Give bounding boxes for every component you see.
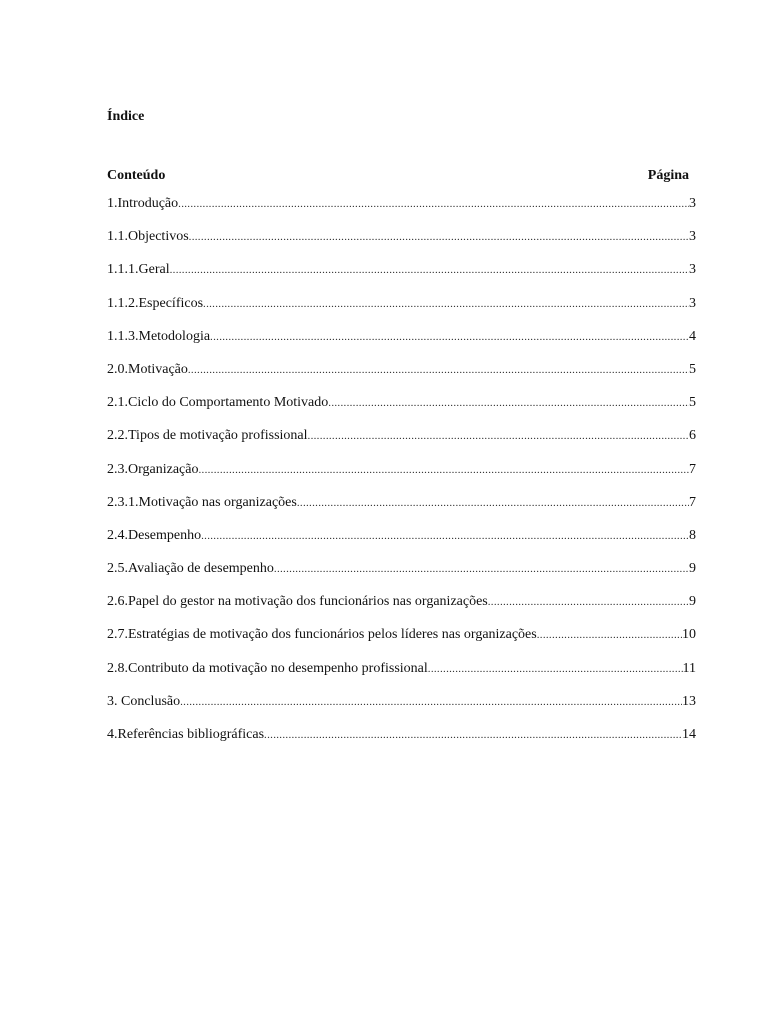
toc-entry-label: 1.Introdução — [107, 196, 179, 211]
dot-leader — [203, 293, 689, 315]
dot-leader — [210, 326, 689, 348]
toc-entry-label: 2.4.Desempenho — [107, 527, 202, 543]
toc-entry-page: 3 — [689, 295, 696, 311]
dot-leader — [198, 459, 689, 481]
toc-entry-page: 13 — [682, 693, 696, 709]
dot-leader — [189, 226, 689, 248]
dot-leader — [488, 591, 689, 613]
toc-entry — [107, 624, 696, 657]
toc-entry — [107, 558, 696, 591]
toc-entry-page: 7 — [689, 494, 696, 510]
dot-leader — [297, 492, 689, 514]
index-title: Índice — [107, 109, 145, 124]
toc-entry-page: 3 — [689, 196, 696, 211]
toc-entry-label: 1.1.3.Metodologia — [107, 328, 211, 344]
toc-entry-label: 2.2.Tipos de motivação profissional — [107, 428, 308, 444]
dot-leader — [264, 724, 682, 746]
dot-leader — [537, 624, 682, 646]
dot-leader — [428, 658, 683, 680]
toc-entry — [107, 525, 696, 558]
dot-leader — [170, 259, 689, 281]
toc-entry-label: 2.3.1.Motivação nas organizações — [107, 494, 297, 510]
dot-leader — [274, 558, 689, 580]
toc-entry-page: 5 — [689, 361, 696, 377]
dot-leader — [328, 392, 689, 414]
toc-entry — [107, 425, 696, 458]
toc-entry-label: 2.5.Avaliação de desempenho — [107, 561, 274, 577]
toc-entry-page: 9 — [689, 594, 696, 610]
toc-entry — [107, 193, 696, 226]
toc-entry-page: 4 — [689, 328, 696, 344]
toc-entry-label: 2.6.Papel do gestor na motivação dos funcionários nas organizações — [107, 594, 488, 610]
toc-entry-label: 2.3.Organização — [107, 461, 199, 477]
toc-entry — [107, 724, 696, 757]
toc-entry-page: 11 — [682, 660, 696, 676]
toc-entry — [107, 591, 696, 624]
table-of-contents — [107, 193, 696, 757]
toc-entry — [107, 492, 696, 525]
toc-entry-label: 2.1.Ciclo do Comportamento Motivado — [107, 395, 329, 411]
page-column-label: Página — [647, 168, 689, 183]
toc-entry-page: 5 — [689, 395, 696, 411]
toc-entry — [107, 259, 696, 292]
toc-entry — [107, 691, 696, 724]
toc-entry-page: 8 — [689, 527, 696, 543]
toc-entry-page: 9 — [689, 561, 696, 577]
toc-entry-page: 10 — [682, 627, 696, 643]
toc-entry-page: 14 — [682, 727, 696, 742]
dot-leader — [178, 193, 689, 215]
toc-entry-label: 2.0.Motivação — [107, 361, 188, 377]
toc-entry-page: 3 — [689, 262, 696, 278]
toc-entry-label: 3. Conclusão — [107, 693, 181, 709]
toc-entry-label: 1.1.2.Específicos — [107, 295, 204, 311]
content-column-label: Conteúdo — [107, 168, 166, 183]
toc-entry-label: 4.Referências bibliográficas — [107, 727, 265, 742]
toc-entry-label: 1.1.Objectivos — [107, 229, 189, 245]
toc-entry — [107, 658, 696, 691]
toc-entry-label: 2.8.Contributo da motivação no desempenho profissional — [107, 660, 428, 676]
toc-entry-page: 6 — [689, 428, 696, 444]
toc-entry — [107, 392, 696, 425]
dot-leader — [180, 691, 682, 713]
toc-entry-label: 1.1.1.Geral — [107, 262, 170, 278]
toc-entry — [107, 293, 696, 326]
toc-entry-page: 3 — [689, 229, 696, 245]
dot-leader — [308, 425, 689, 447]
toc-entry-label: 2.7.Estratégias de motivação dos funcionários pelos líderes nas organizações — [107, 627, 537, 643]
toc-entry — [107, 226, 696, 259]
toc-entry — [107, 459, 696, 492]
dot-leader — [188, 359, 689, 381]
toc-entry-page: 7 — [689, 461, 696, 477]
toc-entry — [107, 359, 696, 392]
toc-entry — [107, 326, 696, 359]
dot-leader — [201, 525, 689, 547]
toc-header — [107, 168, 689, 184]
